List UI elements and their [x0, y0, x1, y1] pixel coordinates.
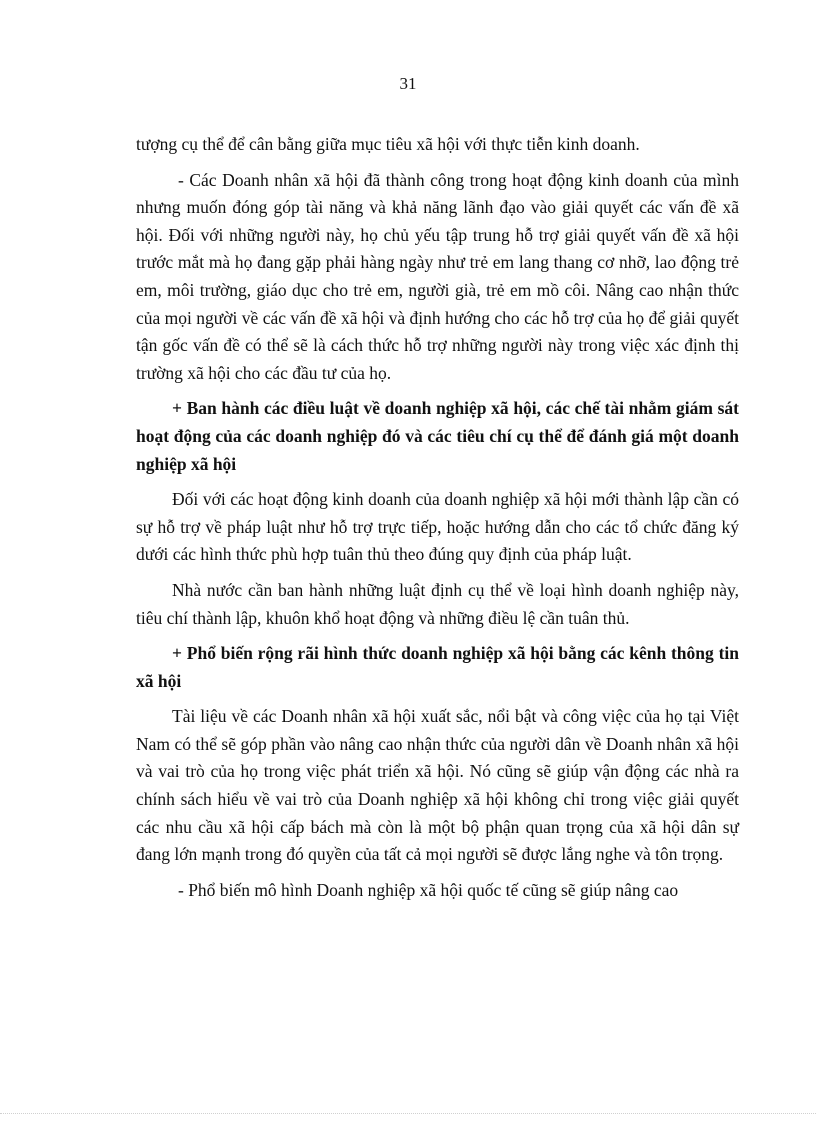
paragraph-continuation: tượng cụ thể để cân bằng giữa mục tiêu xã hội với thực tiễn kinh doanh. [136, 134, 640, 154]
page-bottom-divider [0, 1113, 816, 1114]
page-body [136, 131, 739, 912]
paragraph-social-entrepreneurs: - Các Doanh nhân xã hội đã thành công trong hoạt động kinh doanh của mình nhưng muốn đóng góp tài năng và khả năng lãnh đạo vào giải quyết các vấn đề xã hội. Đối với những người này, họ chủ yếu tập trung hỗ trợ giải quyết vấn đề xã hội trước mắt mà họ đang gặp phải hàng ngày như trẻ em lang thang cơ nhỡ, lao động trẻ em, môi trường, giáo dục cho trẻ em, người già, trẻ em mồ côi. Nâng cao nhận thức của mọi người về các vấn đề xã hội và định hướng cho các hỗ trợ của họ để giải quyết tận gốc vấn đề có thể sẽ là cách thức hỗ trợ những người này trong việc xác định thị trường xã hội cho các đầu tư của họ. [136, 169, 739, 383]
heading-legislation: + Ban hành các điều luật về doanh nghiệp xã hội, các chế tài nhằm giám sát hoạt động của các doanh nghiệp đó và các tiêu chí cụ thể để đánh giá một doanh nghiệp xã hội [136, 398, 739, 474]
heading-dissemination: + Phổ biến rộng rãi hình thức doanh nghiệp xã hội bằng các kênh thông tin xã hội [136, 643, 739, 691]
paragraph-legal-support: Đối với các hoạt động kinh doanh của doanh nghiệp xã hội mới thành lập cần có sự hỗ trợ về pháp luật như hỗ trợ trực tiếp, hoặc hướng dẫn cho các tổ chức đăng ký dưới các hình thức phù hợp tuân thủ theo đúng quy định của pháp luật. [136, 489, 739, 565]
paragraph-international-model: - Phổ biến mô hình Doanh nghiệp xã hội quốc tế cũng sẽ giúp nâng cao [178, 879, 679, 900]
paragraph-documentation: Tài liệu về các Doanh nhân xã hội xuất sắc, nổi bật và công việc của họ tại Việt Nam có thể sẽ góp phần vào nâng cao nhận thức của người dân về Doanh nhân xã hội và vai trò của họ trong việc phát triển xã hội. Nó cũng sẽ giúp vận động các nhà ra chính sách hiểu về vai trò của Doanh nghiệp xã hội không chỉ trong việc giải quyết các nhu cầu xã hội cấp bách mà còn là một bộ phận quan trọng của xã hội dân sự đang lớn mạnh trong đó quyền của tất cả mọi người sẽ được lắng nghe và tôn trọng. [136, 706, 739, 865]
paragraph-state-regulation: Nhà nước cần ban hành những luật định cụ thể về loại hình doanh nghiệp này, tiêu chí thành lập, khuôn khổ hoạt động và những điều lệ cần tuân thủ. [136, 579, 739, 628]
page-number: 31 [399, 74, 417, 93]
